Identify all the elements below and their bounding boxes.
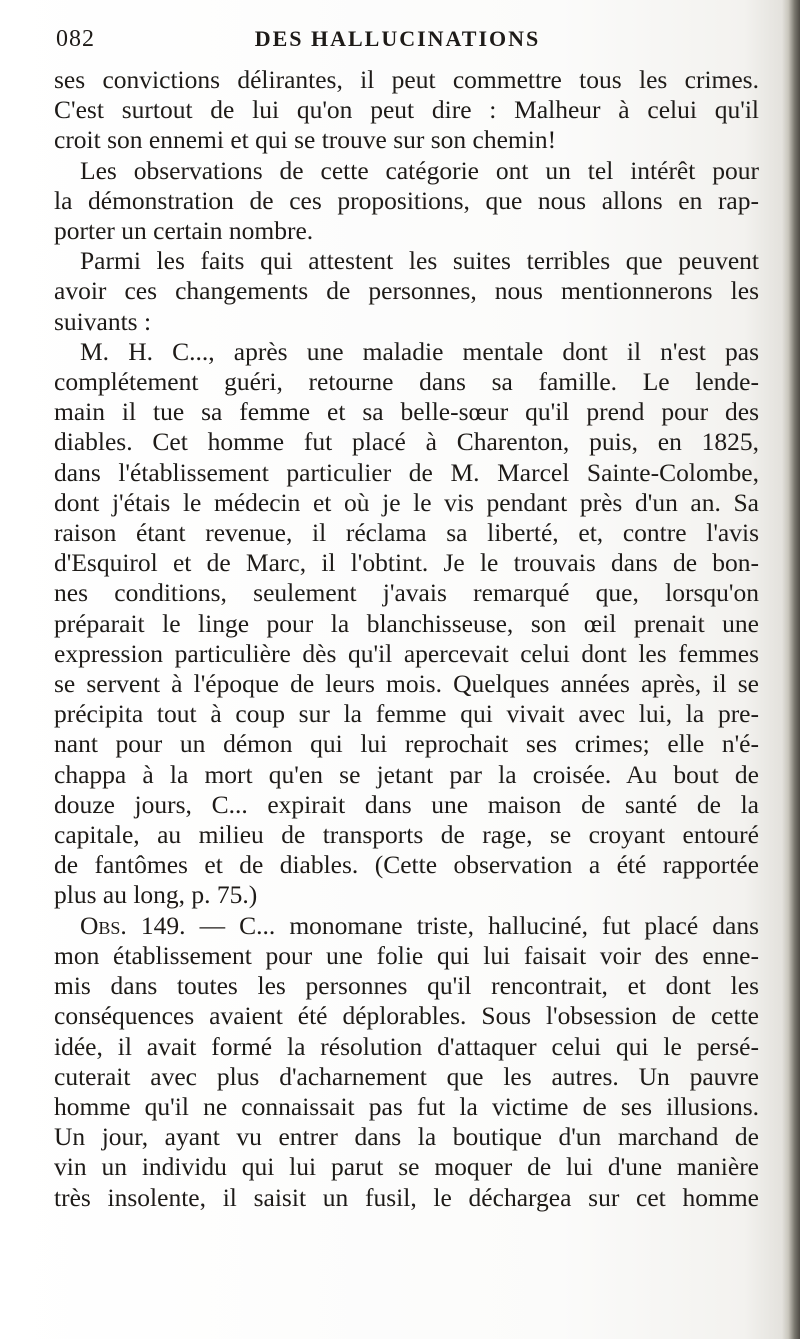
text-line: expression particulière dès qu'il apercevait celui dont les femmes [54, 638, 759, 668]
text-line: idée, il avait formé la résolution d'attaquer celui qui le persé- [54, 1031, 759, 1061]
page-header [40, 22, 755, 58]
text-line: mon établissement pour une folie qui lui faisait voir des enne- [54, 940, 759, 970]
text-line: précipita tout à coup sur la femme qui vivait avec lui, la pre- [54, 699, 759, 729]
text-line: la démonstration de ces propositions, que nous allons en rap- [54, 185, 759, 215]
text-line: chappa à la mort qu'en se jetant par la croisée. Au bout de [54, 759, 759, 789]
page-number: 082 [56, 26, 95, 52]
text-line: avoir ces changements de personnes, nous mentionnerons les [54, 276, 759, 306]
text-line: C'est surtout de lui qu'on peut dire : Malheur à celui qu'il [54, 95, 759, 125]
text-line: complétement guéri, retourne dans sa famille. Le lende- [54, 367, 759, 397]
text-line: cuterait avec plus d'acharnement que les autres. Un pauvre [54, 1061, 759, 1091]
text-line: capitale, au milieu de transports de rage, se croyant entouré [54, 820, 759, 850]
text-line: mis dans toutes les personnes qu'il rencontrait, et dont les [54, 971, 759, 1001]
text-line-content: 149. — C... monomane triste, halluciné, fut placé dans [140, 910, 759, 940]
text-line: Les observations de cette catégorie ont un tel intérêt pour [80, 155, 759, 185]
text-line: porter un certain nombre. [54, 216, 314, 246]
text-line: très insolente, il saisit un fusil, le déchargea sur cet homme [54, 1182, 759, 1212]
text-line: main il tue sa femme et sa belle-sœur qu'il prend pour des [54, 397, 759, 427]
text-line [54, 911, 759, 941]
text-line: nes conditions, seulement j'avais remarqué que, lorsqu'on [54, 578, 759, 608]
text-line: douze jours, C... expirait dans une maison de santé de la [54, 789, 759, 819]
text-line: croit son ennemi et qui se trouve sur son chemin! [54, 125, 557, 155]
text-line: ses convictions délirantes, il peut commettre tous les crimes. [54, 65, 759, 94]
text-line: homme qu'il ne connaissait pas fut la victime de ses illusions. [54, 1091, 759, 1121]
text-line: Parmi les faits qui attestent les suites terribles que peuvent [80, 246, 759, 276]
observation-label: Obs. [80, 910, 127, 940]
text-line: se servent à l'époque de leurs mois. Quelques années après, il se [54, 669, 759, 699]
text-line: raison étant revenue, il réclama sa liberté, et, contre l'avis [54, 518, 759, 548]
text-line: Un jour, ayant vu entrer dans la boutique d'un marchand de [54, 1122, 759, 1152]
page-edge-shadow [782, 0, 800, 1339]
text-line: diables. Cet homme fut placé à Charenton, puis, en 1825, [54, 427, 759, 457]
text-line: d'Esquirol et de Marc, il l'obtint. Je le trouvais dans de bon- [54, 548, 759, 578]
body-text [54, 65, 759, 1213]
text-line: suivants : [54, 306, 152, 336]
text-line: conséquences avaient été déplorables. Sous l'obsession de cette [54, 1001, 759, 1031]
text-line: nant pour un démon qui lui reprochait ses crimes; elle n'é- [54, 729, 759, 759]
text-line: préparait le linge pour la blanchisseuse, son œil prenait une [54, 608, 759, 638]
text-line: M. H. C..., après une maladie mentale dont il n'est pas [80, 336, 759, 366]
text-line: dans l'établissement particulier de M. Marcel Sainte-Colombe, [54, 457, 759, 487]
text-line: dont j'étais le médecin et où je le vis pendant près d'un an. Sa [54, 487, 759, 517]
running-title: DES HALLUCINATIONS [254, 26, 541, 51]
text-line: vin un individu qui lui parut se moquer de lui d'une manière [54, 1152, 759, 1182]
text-line: de fantômes et de diables. (Cette observation a été rapportée [54, 850, 759, 880]
text-line: plus au long, p. 75.) [54, 880, 258, 910]
